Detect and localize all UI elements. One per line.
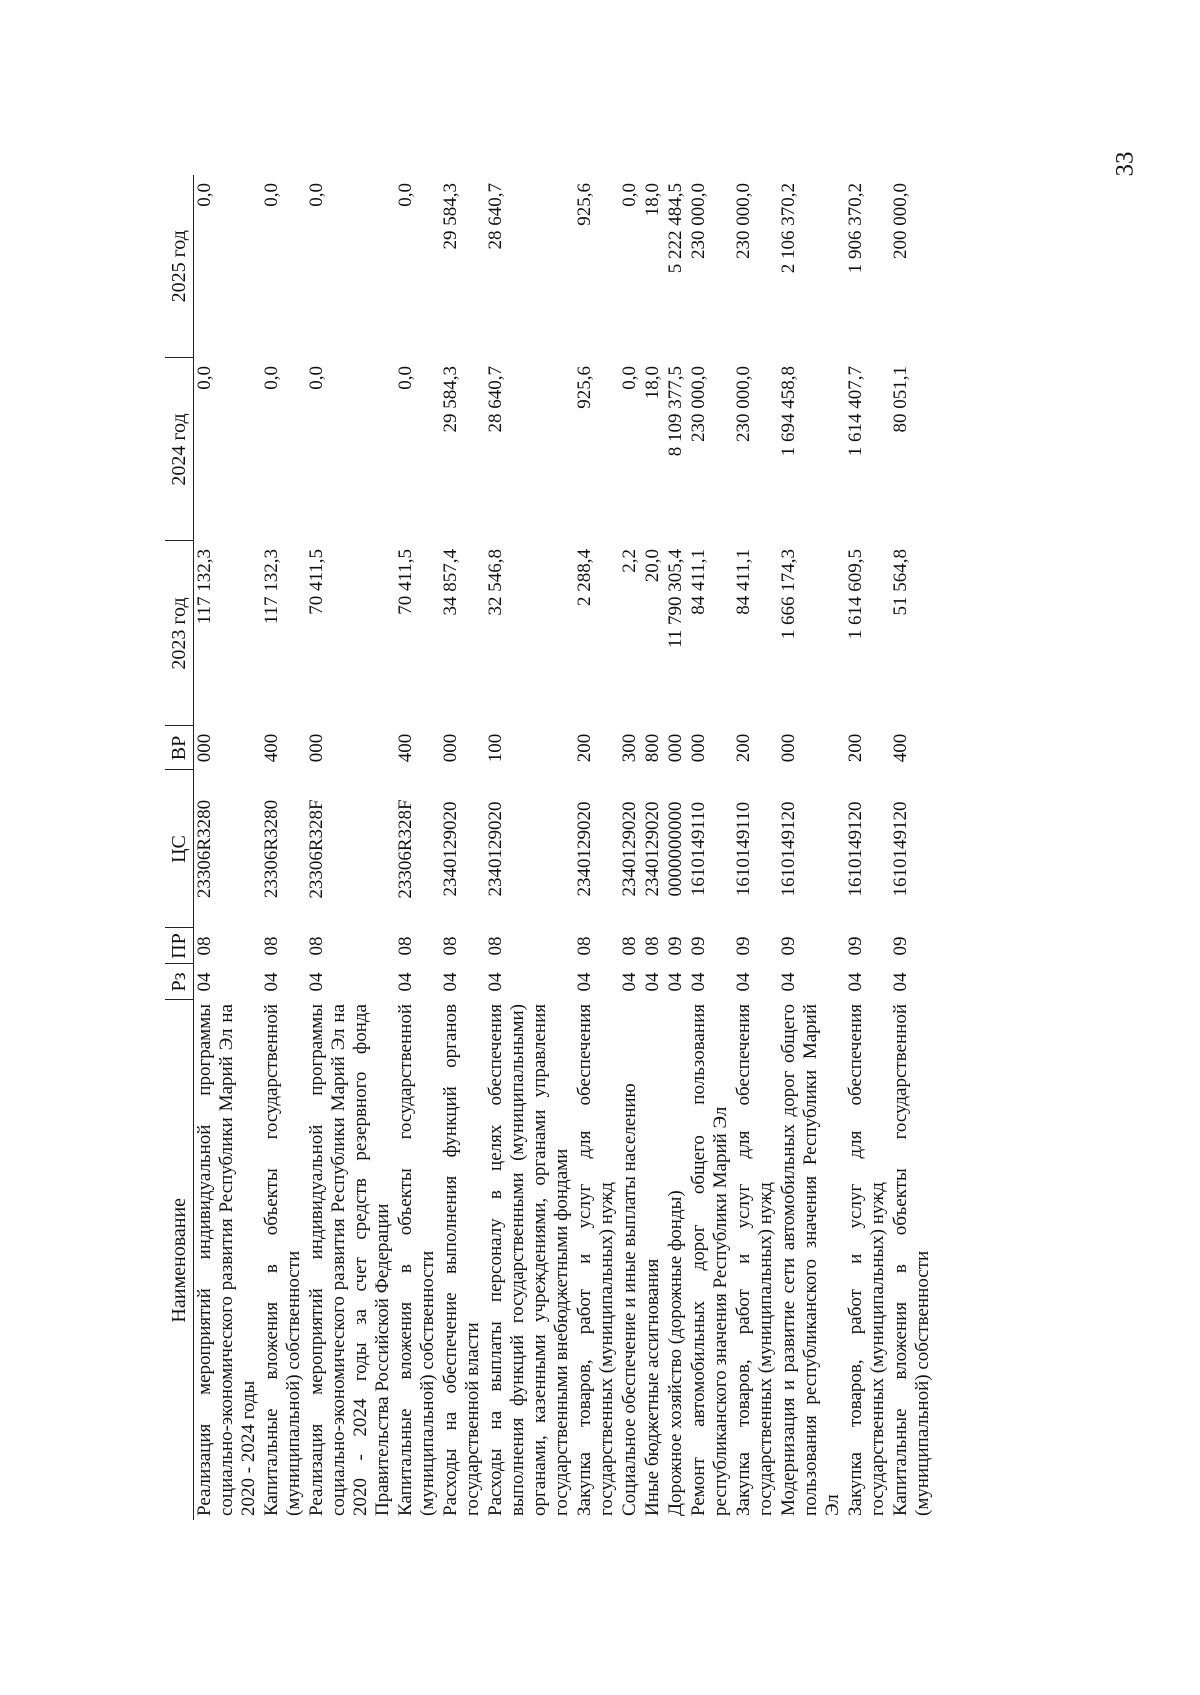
- row-value-2025: 925,6: [574, 183, 595, 226]
- row-name: Закупка товаров, работ и услуг для обеспечения государственных (муниципальных) нужд: [574, 1004, 617, 1516]
- row-value-2023: 1 666 174,3: [778, 549, 799, 640]
- row-pr: 08: [642, 936, 663, 956]
- row-value-2025: 5 222 484,5: [665, 183, 686, 274]
- row-value-2025: 28 640,7: [485, 183, 506, 250]
- row-rz: 04: [845, 972, 866, 992]
- row-name: Капитальные вложения в объекты государственной (муниципальной) собственности: [261, 1004, 304, 1516]
- row-name: Дорожное хозяйство (дорожные фонды): [665, 1190, 686, 1516]
- row-value-2024: 0,0: [619, 366, 640, 390]
- row-value-2023: 34 857,4: [440, 549, 461, 616]
- row-value-2025: 0,0: [395, 183, 416, 207]
- row-value-2023: 117 132,3: [194, 549, 215, 625]
- row-pr: 08: [485, 936, 506, 956]
- table-row: [778, 175, 845, 1520]
- row-cs: 23306R328F: [306, 799, 327, 899]
- row-rz: 04: [890, 972, 911, 992]
- row-vr: 100: [485, 733, 506, 763]
- row-cs: 2340129020: [619, 801, 640, 897]
- row-name: Модернизация и развитие сети автомобильных дорог общего пользования республиканского значения Республики Марий Эл: [778, 1004, 843, 1516]
- row-rz: 04: [261, 972, 282, 992]
- row-rz: 04: [778, 972, 799, 992]
- row-vr: 000: [440, 733, 461, 763]
- row-rz: 04: [395, 972, 416, 992]
- row-name: Ремонт автомобильных дорог общего пользования республиканского значения Республики Марий Эл: [688, 1004, 731, 1516]
- row-value-2024: 80 051,1: [890, 366, 911, 433]
- row-value-2024: 18,0: [642, 366, 663, 400]
- row-vr: 300: [619, 733, 640, 763]
- row-value-2023: 32 546,8: [485, 549, 506, 616]
- page-number: 33: [1111, 151, 1139, 177]
- row-pr: 09: [845, 936, 866, 956]
- row-rz: 04: [485, 972, 506, 992]
- row-rz: 04: [194, 972, 215, 992]
- row-name: Реализация мероприятий индивидуальной программы социально-экономического развития Республики Марий Эл на 2020 - 2024 годы за счет средств резервного фонда Правительства Российской Федерации: [306, 1004, 393, 1516]
- header-name: Наименование: [165, 1000, 194, 1520]
- row-rz: 04: [619, 972, 640, 992]
- row-pr: 08: [306, 936, 327, 956]
- row-name: Иные бюджетные ассигнования: [642, 1258, 663, 1516]
- table-row: [688, 175, 733, 1520]
- row-rz: 04: [642, 972, 663, 992]
- table-row: [306, 175, 395, 1520]
- row-value-2023: 2 288,4: [574, 549, 595, 606]
- row-name: Расходы на выплаты персоналу в целях обеспечения выполнения функций государственными (муниципальными) органами, казенными учреждениями, органами управления государственными внебюджетными фондами: [485, 1004, 572, 1516]
- row-vr: 400: [395, 733, 416, 763]
- row-value-2025: 1 906 370,2: [845, 183, 866, 274]
- row-value-2024: 1 614 407,7: [845, 366, 866, 457]
- row-pr: 08: [619, 936, 640, 956]
- row-vr: 000: [688, 733, 709, 763]
- row-value-2024: 29 584,3: [440, 366, 461, 433]
- row-rz: 04: [440, 972, 461, 992]
- row-name: Капитальные вложения в объекты государственной (муниципальной) собственности: [395, 1004, 438, 1516]
- table-row: [194, 175, 262, 1520]
- row-value-2024: 0,0: [194, 366, 215, 390]
- row-pr: 08: [574, 936, 595, 956]
- row-value-2023: 20,0: [642, 549, 663, 583]
- row-value-2024: 230 000,0: [688, 366, 709, 442]
- row-cs: 2340129020: [574, 801, 595, 897]
- row-vr: 000: [194, 733, 215, 763]
- row-value-2024: 0,0: [306, 366, 327, 390]
- row-value-2024: 230 000,0: [733, 366, 754, 442]
- row-cs: 1610149120: [845, 801, 866, 897]
- row-rz: 04: [574, 972, 595, 992]
- row-vr: 400: [890, 733, 911, 763]
- row-value-2024: 925,6: [574, 366, 595, 409]
- row-value-2025: 29 584,3: [440, 183, 461, 250]
- row-cs: 1610149110: [688, 801, 709, 897]
- row-pr: 09: [733, 936, 754, 956]
- row-cs: 0000000000: [665, 801, 686, 897]
- row-name: Реализация мероприятий индивидуальной программы социально-экономического развития Республики Марий Эл на 2020 - 2024 годы: [194, 1004, 259, 1516]
- row-value-2025: 230 000,0: [688, 183, 709, 259]
- row-name: Капитальные вложения в объекты государственной (муниципальной) собственности: [890, 1004, 933, 1516]
- row-vr: 000: [778, 733, 799, 763]
- row-value-2023: 117 132,3: [261, 549, 282, 625]
- row-value-2024: 28 640,7: [485, 366, 506, 433]
- row-vr: 200: [733, 733, 754, 763]
- row-pr: 09: [778, 936, 799, 956]
- row-cs: 2340129020: [642, 801, 663, 897]
- row-value-2025: 0,0: [306, 183, 327, 207]
- row-cs: 23306R3280: [194, 799, 215, 899]
- table-body: [194, 175, 936, 1520]
- budget-table: [165, 175, 935, 1520]
- row-name: Социальное обеспечение и иные выплаты населению: [619, 1083, 640, 1516]
- header-2024: 2024 год: [165, 358, 194, 541]
- row-cs: 1610149120: [890, 801, 911, 897]
- row-rz: 04: [306, 972, 327, 992]
- table-row: [395, 175, 440, 1520]
- table-header-row: [165, 175, 194, 1520]
- row-pr: 09: [890, 936, 911, 956]
- row-pr: 08: [395, 936, 416, 956]
- table-row: [261, 175, 306, 1520]
- row-value-2023: 2,2: [619, 549, 640, 573]
- header-rz: Рз: [165, 964, 194, 1000]
- row-value-2024: 0,0: [395, 366, 416, 390]
- table-row: [642, 175, 665, 1520]
- row-value-2023: 84 411,1: [688, 549, 709, 615]
- row-value-2024: 1 694 458,8: [778, 366, 799, 457]
- row-value-2023: 84 411,1: [733, 549, 754, 615]
- table-row: [733, 175, 778, 1520]
- row-value-2024: 8 109 377,5: [665, 366, 686, 457]
- row-pr: 08: [440, 936, 461, 956]
- row-value-2025: 200 000,0: [890, 183, 911, 259]
- row-name: Расходы на обеспечение выполнения функций органов государственной власти: [440, 1004, 483, 1516]
- row-value-2024: 0,0: [261, 366, 282, 390]
- row-rz: 04: [665, 972, 686, 992]
- table-row: [485, 175, 574, 1520]
- row-cs: 2340129020: [485, 801, 506, 897]
- row-pr: 09: [665, 936, 686, 956]
- table-row: [665, 175, 688, 1520]
- row-cs: 23306R328F: [395, 799, 416, 899]
- table-row: [890, 175, 935, 1520]
- row-value-2023: 51 564,8: [890, 549, 911, 616]
- row-rz: 04: [733, 972, 754, 992]
- row-cs: 23306R3280: [261, 799, 282, 899]
- header-cs: ЦС: [165, 770, 194, 928]
- header-pr: ПР: [165, 928, 194, 964]
- row-name: Закупка товаров, работ и услуг для обеспечения государственных (муниципальных) нужд: [733, 1004, 776, 1516]
- row-cs: 1610149110: [733, 801, 754, 897]
- row-name: Закупка товаров, работ и услуг для обеспечения государственных (муниципальных) нужд: [845, 1004, 888, 1516]
- row-value-2023: 11 790 305,4: [665, 549, 686, 649]
- row-vr: 000: [665, 733, 686, 763]
- row-value-2025: 0,0: [619, 183, 640, 207]
- row-value-2025: 230 000,0: [733, 183, 754, 259]
- row-vr: 200: [845, 733, 866, 763]
- row-value-2023: 70 411,5: [395, 549, 416, 615]
- rotated-table-container: [165, 175, 1025, 1520]
- table-row: [440, 175, 485, 1520]
- row-rz: 04: [688, 972, 709, 992]
- row-cs: 1610149120: [778, 801, 799, 897]
- row-value-2025: 2 106 370,2: [778, 183, 799, 274]
- header-vr: ВР: [165, 726, 194, 770]
- row-pr: 09: [688, 936, 709, 956]
- table-row: [619, 175, 642, 1520]
- row-vr: 000: [306, 733, 327, 763]
- row-vr: 800: [642, 733, 663, 763]
- row-value-2023: 1 614 609,5: [845, 549, 866, 640]
- row-pr: 08: [194, 936, 215, 956]
- row-value-2025: 0,0: [261, 183, 282, 207]
- row-cs: 2340129020: [440, 801, 461, 897]
- table-row: [574, 175, 619, 1520]
- row-value-2023: 70 411,5: [306, 549, 327, 615]
- row-value-2025: 0,0: [194, 183, 215, 207]
- row-value-2025: 18,0: [642, 183, 663, 217]
- header-2023: 2023 год: [165, 541, 194, 726]
- header-2025: 2025 год: [165, 175, 194, 358]
- table-row: [845, 175, 890, 1520]
- row-vr: 200: [574, 733, 595, 763]
- row-pr: 08: [261, 936, 282, 956]
- row-vr: 400: [261, 733, 282, 763]
